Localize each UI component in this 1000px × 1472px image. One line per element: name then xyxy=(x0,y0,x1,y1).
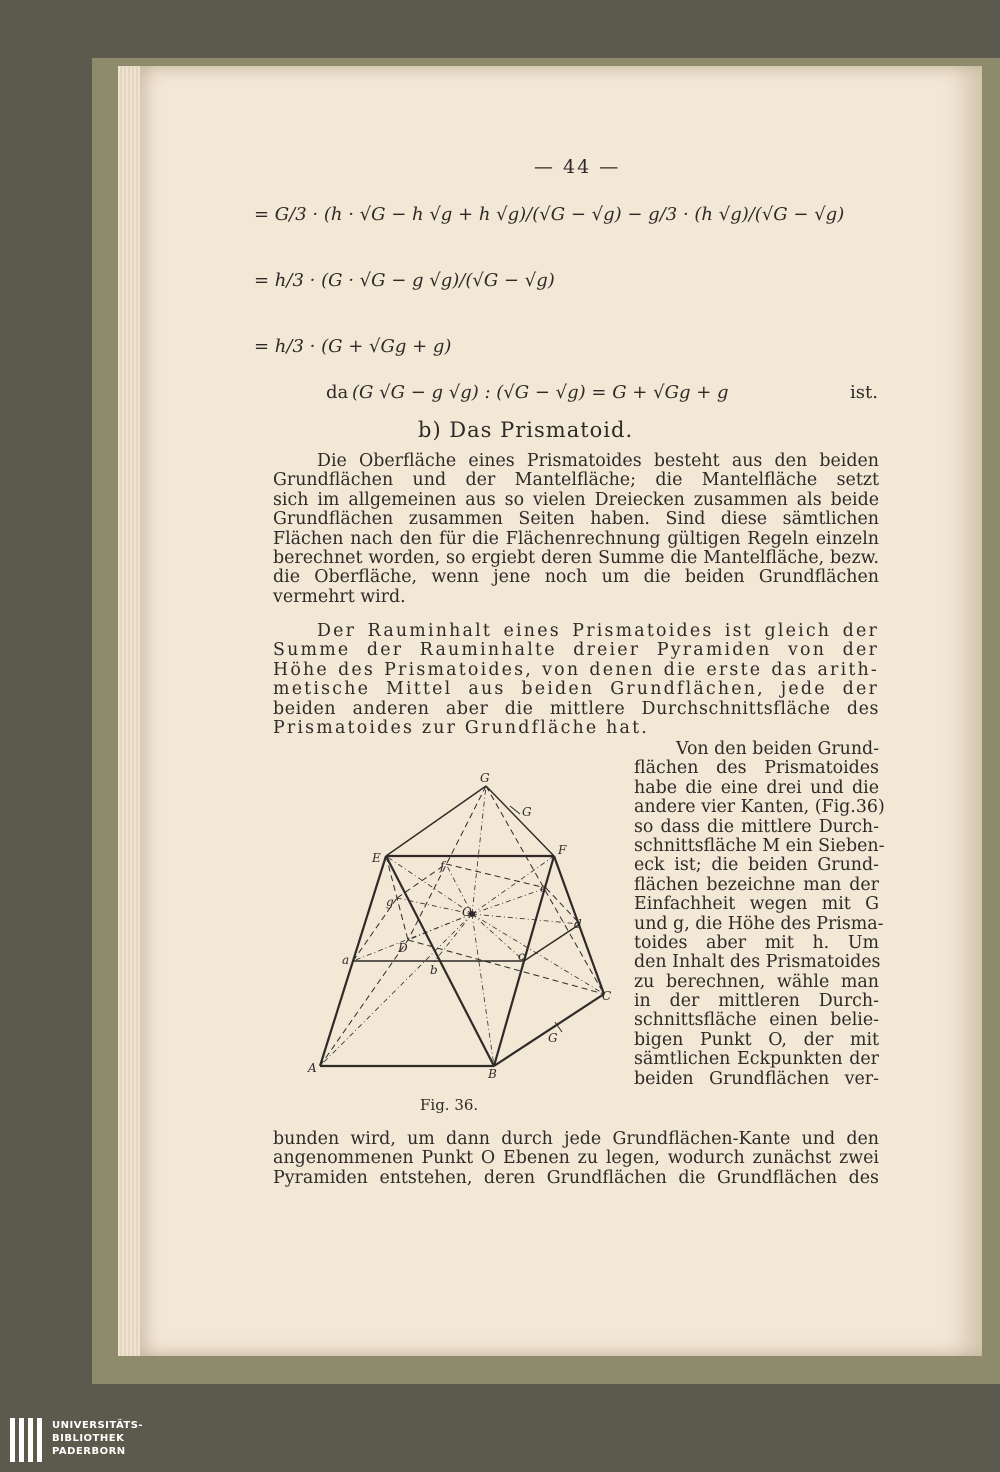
label-b: b xyxy=(430,963,438,977)
label-G-bottom: G xyxy=(548,1031,558,1045)
label-C: C xyxy=(602,989,612,1003)
ray-Oa xyxy=(353,914,472,961)
formula-line-3: = h/3 · (G + √Gg + g) xyxy=(254,336,452,357)
text-line: Grundflächen zusammen Seiten haben. Sind diese sämtlichen xyxy=(273,509,879,530)
library-logo-icon xyxy=(10,1418,46,1462)
text-line: die Oberfläche, wenn jene noch um die beiden Grundflächen xyxy=(273,567,879,588)
figure-36-prismatoid xyxy=(300,766,630,1086)
formula-line-4-prefix: da xyxy=(326,382,349,403)
text-line: Summe der Rauminhalte dreier Pyramiden von der xyxy=(273,640,879,661)
label-e: e xyxy=(540,881,548,895)
label-f: f xyxy=(440,859,445,873)
text-line: in der mittleren Durch- xyxy=(634,991,879,1012)
figure-caption: Fig. 36. xyxy=(420,1096,479,1114)
label-a: a xyxy=(342,953,350,967)
text-line: angenommenen Punkt O Ebenen zu legen, wodurch zunächst zwei xyxy=(273,1148,879,1169)
section-fe xyxy=(446,864,546,888)
text-line: bigen Punkt O, der mit xyxy=(634,1029,879,1050)
paragraph-construction xyxy=(634,739,885,1089)
text-line: sämtlichen Eckpunkten der xyxy=(634,1049,879,1070)
label-G: G xyxy=(480,771,490,785)
label-d: d xyxy=(574,917,582,931)
text-line: eck ist; die beiden Grund- xyxy=(634,855,879,876)
text-line: beiden anderen aber die mittlere Durchschnittsfläche des xyxy=(273,698,879,719)
text-line: Die Oberfläche eines Prismatoides besteht aus den beiden xyxy=(317,451,879,471)
text-line: beiden Grundflächen ver- xyxy=(634,1068,879,1089)
text-line: berechnet worden, so ergiebt deren Summe die Mantelfläche, bezw. xyxy=(273,547,879,568)
formula-line-1: = G/3 · (h · √G − h √g + h √g)/(√G − √g) − g/3 · (h √g)/(√G − √g) xyxy=(254,204,845,225)
text-line: flächen des Prismatoides xyxy=(634,758,879,779)
ray-Od xyxy=(472,914,580,924)
text-line: habe die eine drei und die xyxy=(634,777,879,798)
text-line: Von den beiden Grund- xyxy=(676,739,880,759)
text-line: so dass die mittlere Durch- xyxy=(634,816,879,837)
paragraph-continuation xyxy=(273,1130,879,1188)
text-line: flächen bezeichne man der xyxy=(634,874,879,895)
section-heading: b) Das Prismatoid. xyxy=(418,418,634,442)
text-line: Flächen nach den für die Flächenrechnung gültigen Regeln einzeln xyxy=(273,528,879,549)
text-line: metische Mittel aus beiden Grundflächen, jede der xyxy=(273,679,879,700)
formula-line-4: (G √G − g √g) : (√G − √g) = G + √Gg + g xyxy=(352,382,729,403)
label-g: g xyxy=(386,895,394,909)
text-line: Einfachheit wegen mit G xyxy=(634,894,879,915)
text-line: und g, die Höhe des Prisma- xyxy=(634,913,884,934)
library-logo xyxy=(0,1404,200,1472)
text-line: toides aber mit h. Um xyxy=(634,932,879,953)
text-line: zu berechnen, wähle man xyxy=(634,971,879,992)
edge-AD xyxy=(320,940,408,1066)
text-line: sich im allgemeinen aus so vielen Dreiecken zusammen als beide xyxy=(273,489,879,510)
text-line: Pyramiden entstehen, deren Grundflächen die Grundflächen des xyxy=(273,1167,879,1188)
text-line: schnittsfläche M ein Sieben- xyxy=(634,835,885,856)
label-A: A xyxy=(308,1061,317,1075)
logo-line-2: BIBLIOTHEK xyxy=(52,1433,125,1444)
text-line: Grundflächen und der Mantelfläche; die Mantelfläche setzt xyxy=(273,470,879,491)
text-line: Prismatoides zur Grundfläche hat. xyxy=(273,717,650,738)
text-line: bunden wird, um dann durch jede Grundflächen-Kante und den xyxy=(273,1129,879,1149)
logo-line-3: PADERBORN xyxy=(52,1446,126,1457)
label-E: E xyxy=(372,851,381,865)
paragraph-volume xyxy=(273,622,879,738)
text-line: den Inhalt des Prismatoides xyxy=(634,952,881,973)
text-line: Der Rauminhalt eines Prismatoides ist gleich der xyxy=(317,621,879,641)
ray-Oc xyxy=(472,914,524,961)
edge-FG xyxy=(486,786,554,856)
ray-Oe xyxy=(472,888,546,914)
label-c: c xyxy=(518,949,525,963)
logo-line-1: UNIVERSITÄTS- xyxy=(52,1420,144,1431)
label-O: O xyxy=(462,905,472,919)
label-G-top: G xyxy=(522,805,532,819)
text-line: vermehrt wird. xyxy=(273,586,406,607)
label-D: D xyxy=(398,941,408,955)
ray-OC xyxy=(472,914,604,994)
edge-GD xyxy=(408,786,486,940)
ray-OG xyxy=(472,786,486,914)
formula-line-2: = h/3 · (G · √G − g √g)/(√G − √g) xyxy=(254,270,555,291)
text-line: Höhe des Prismatoides, von denen die erste das arith- xyxy=(273,659,879,680)
page-number: — 44 — xyxy=(534,156,621,178)
label-B: B xyxy=(488,1067,497,1081)
edge-EG xyxy=(386,786,486,856)
paragraph-surface xyxy=(273,452,879,607)
text-line: andere vier Kanten, (Fig.36) xyxy=(634,797,885,818)
label-F: F xyxy=(558,843,567,857)
text-line: schnittsfläche einen belie- xyxy=(634,1010,879,1031)
formula-line-4-suffix: ist. xyxy=(850,382,878,403)
